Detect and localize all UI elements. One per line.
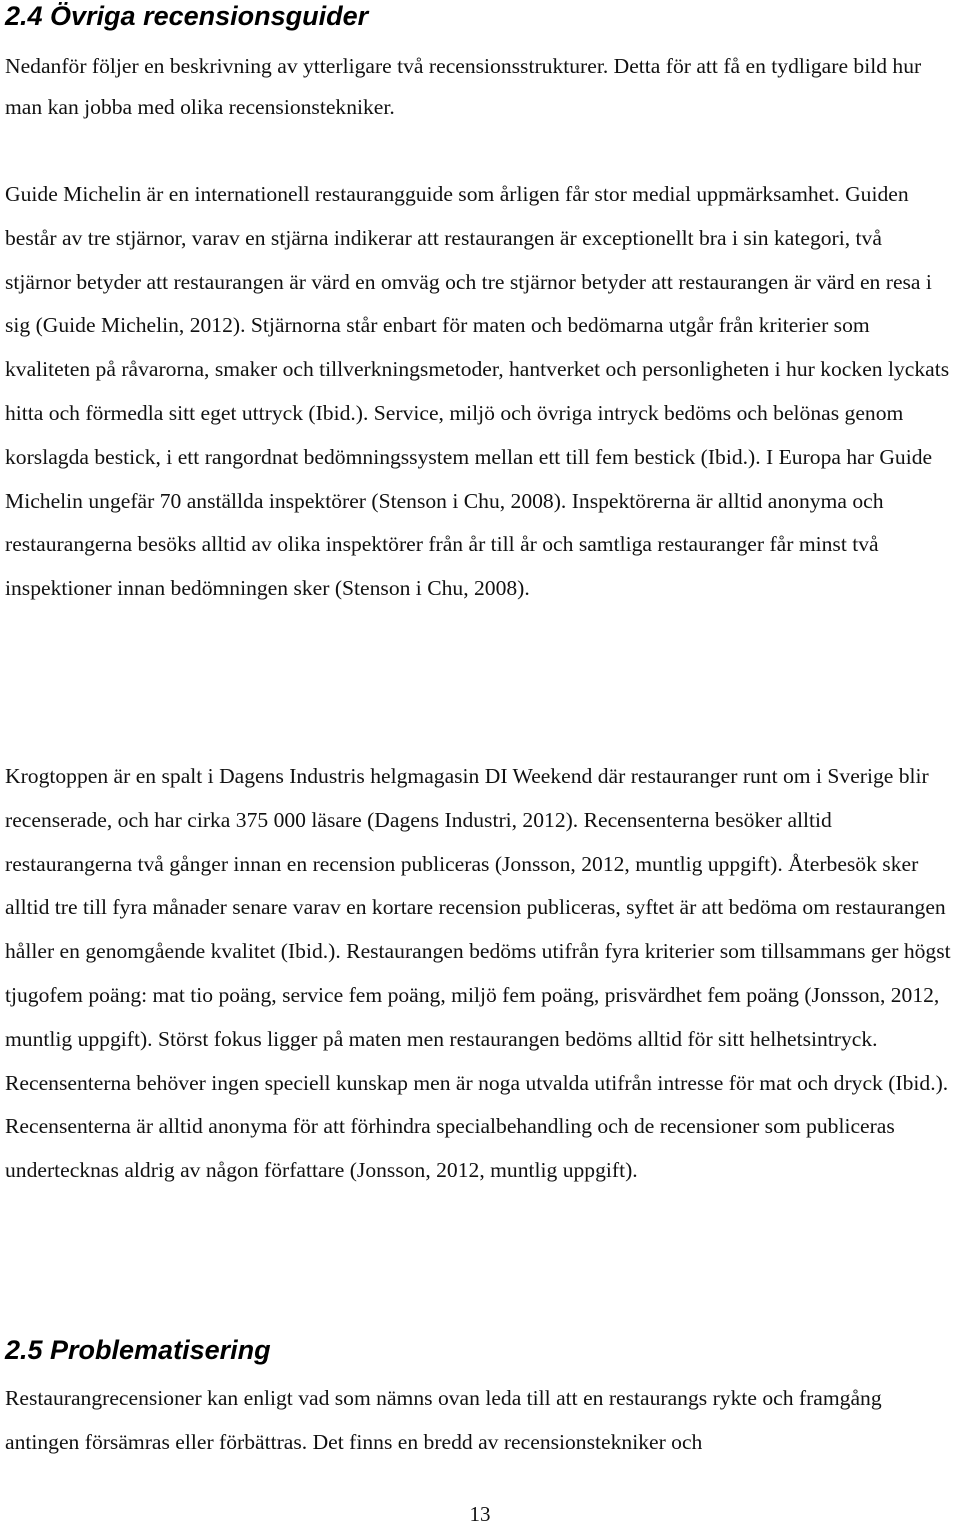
section-heading-2-4: 2.4 Övriga recensionsguider bbox=[5, 1, 369, 31]
intro-paragraph: Nedanför följer en beskrivning av ytterligare två recensionsstrukturer. Detta för att få en tydligare bild hur man kan jobba med olika recensionstekniker. bbox=[5, 54, 922, 119]
michelin-paragraph: Guide Michelin är en internationell restaurangguide som årligen får stor medial uppmärksamhet. Guiden består av tre stjärnor, varav en stjärna indikerar att restaurangen är exceptionellt bra i sin kategori, två stjärnor betyder att restaurangen är värd en omväg och tre stjärnor betyder att restaurangen är värd en resa i sig (Guide Michelin, 2012). Stjärnorna står enbart för maten och bedömarna utgår från kriterier som kvaliteten på råvarorna, smaker och tillverkningsmetoder, hantverket och personligheten i hur kocken lyckats hitta och förmedla sitt eget uttryck (Ibid.). Service, miljö och övriga intryck bedöms och belönas genom korslagda bestick, i ett rangordnat bedömningssystem mellan ett till fem bestick (Ibid.). I Europa har Guide Michelin ungefär 70 anställda inspektörer (Stenson i Chu, 2008). Inspektörerna är alltid anonyma och restaurangerna besöks alltid av olika inspektörer från år till år och samtliga restauranger får minst två inspektioner innan bedömningen sker (Stenson i Chu, 2008). bbox=[5, 182, 950, 601]
section-heading-2-5: 2.5 Problematisering bbox=[5, 1335, 271, 1365]
page-number: 13 bbox=[469, 1502, 491, 1526]
krogtoppen-paragraph: Krogtoppen är en spalt i Dagens Industris helgmagasin DI Weekend där restauranger runt om i Sverige blir recenserade, och har cirka 375 000 läsare (Dagens Industri, 2012). Recensenterna besöker alltid restaurangerna två gånger innan en recension publiceras (Jonsson, 2012, muntlig uppgift). Återbesök sker alltid tre till fyra månader senare varav en kortare recension publiceras, syftet är att bedöma om restaurangen håller en genomgående kvalitet (Ibid.). Restaurangen bedöms utifrån fyra kriterier som tillsammans ger högst tjugofem poäng: mat tio poäng, service fem poäng, miljö fem poäng, prisvärdhet fem poäng (Jonsson, 2012, muntlig uppgift). Störst fokus ligger på maten men restaurangen bedöms alltid för sitt helhetsintryck. Recensenterna behöver ingen speciell kunskap men är noga utvalda utifrån intresse för mat och dryck (Ibid.). Recensenterna är alltid anonyma för att förhindra specialbehandling och de recensioner som publiceras undertecknas aldrig av någon författare (Jonsson, 2012, muntlig uppgift). bbox=[5, 764, 951, 1183]
problematisering-paragraph: Restaurangrecensioner kan enligt vad som nämns ovan leda till att en restaurangs rykte och framgång antingen försämras eller förbättras. Det finns en bredd av recensionstekniker och bbox=[5, 1386, 882, 1454]
